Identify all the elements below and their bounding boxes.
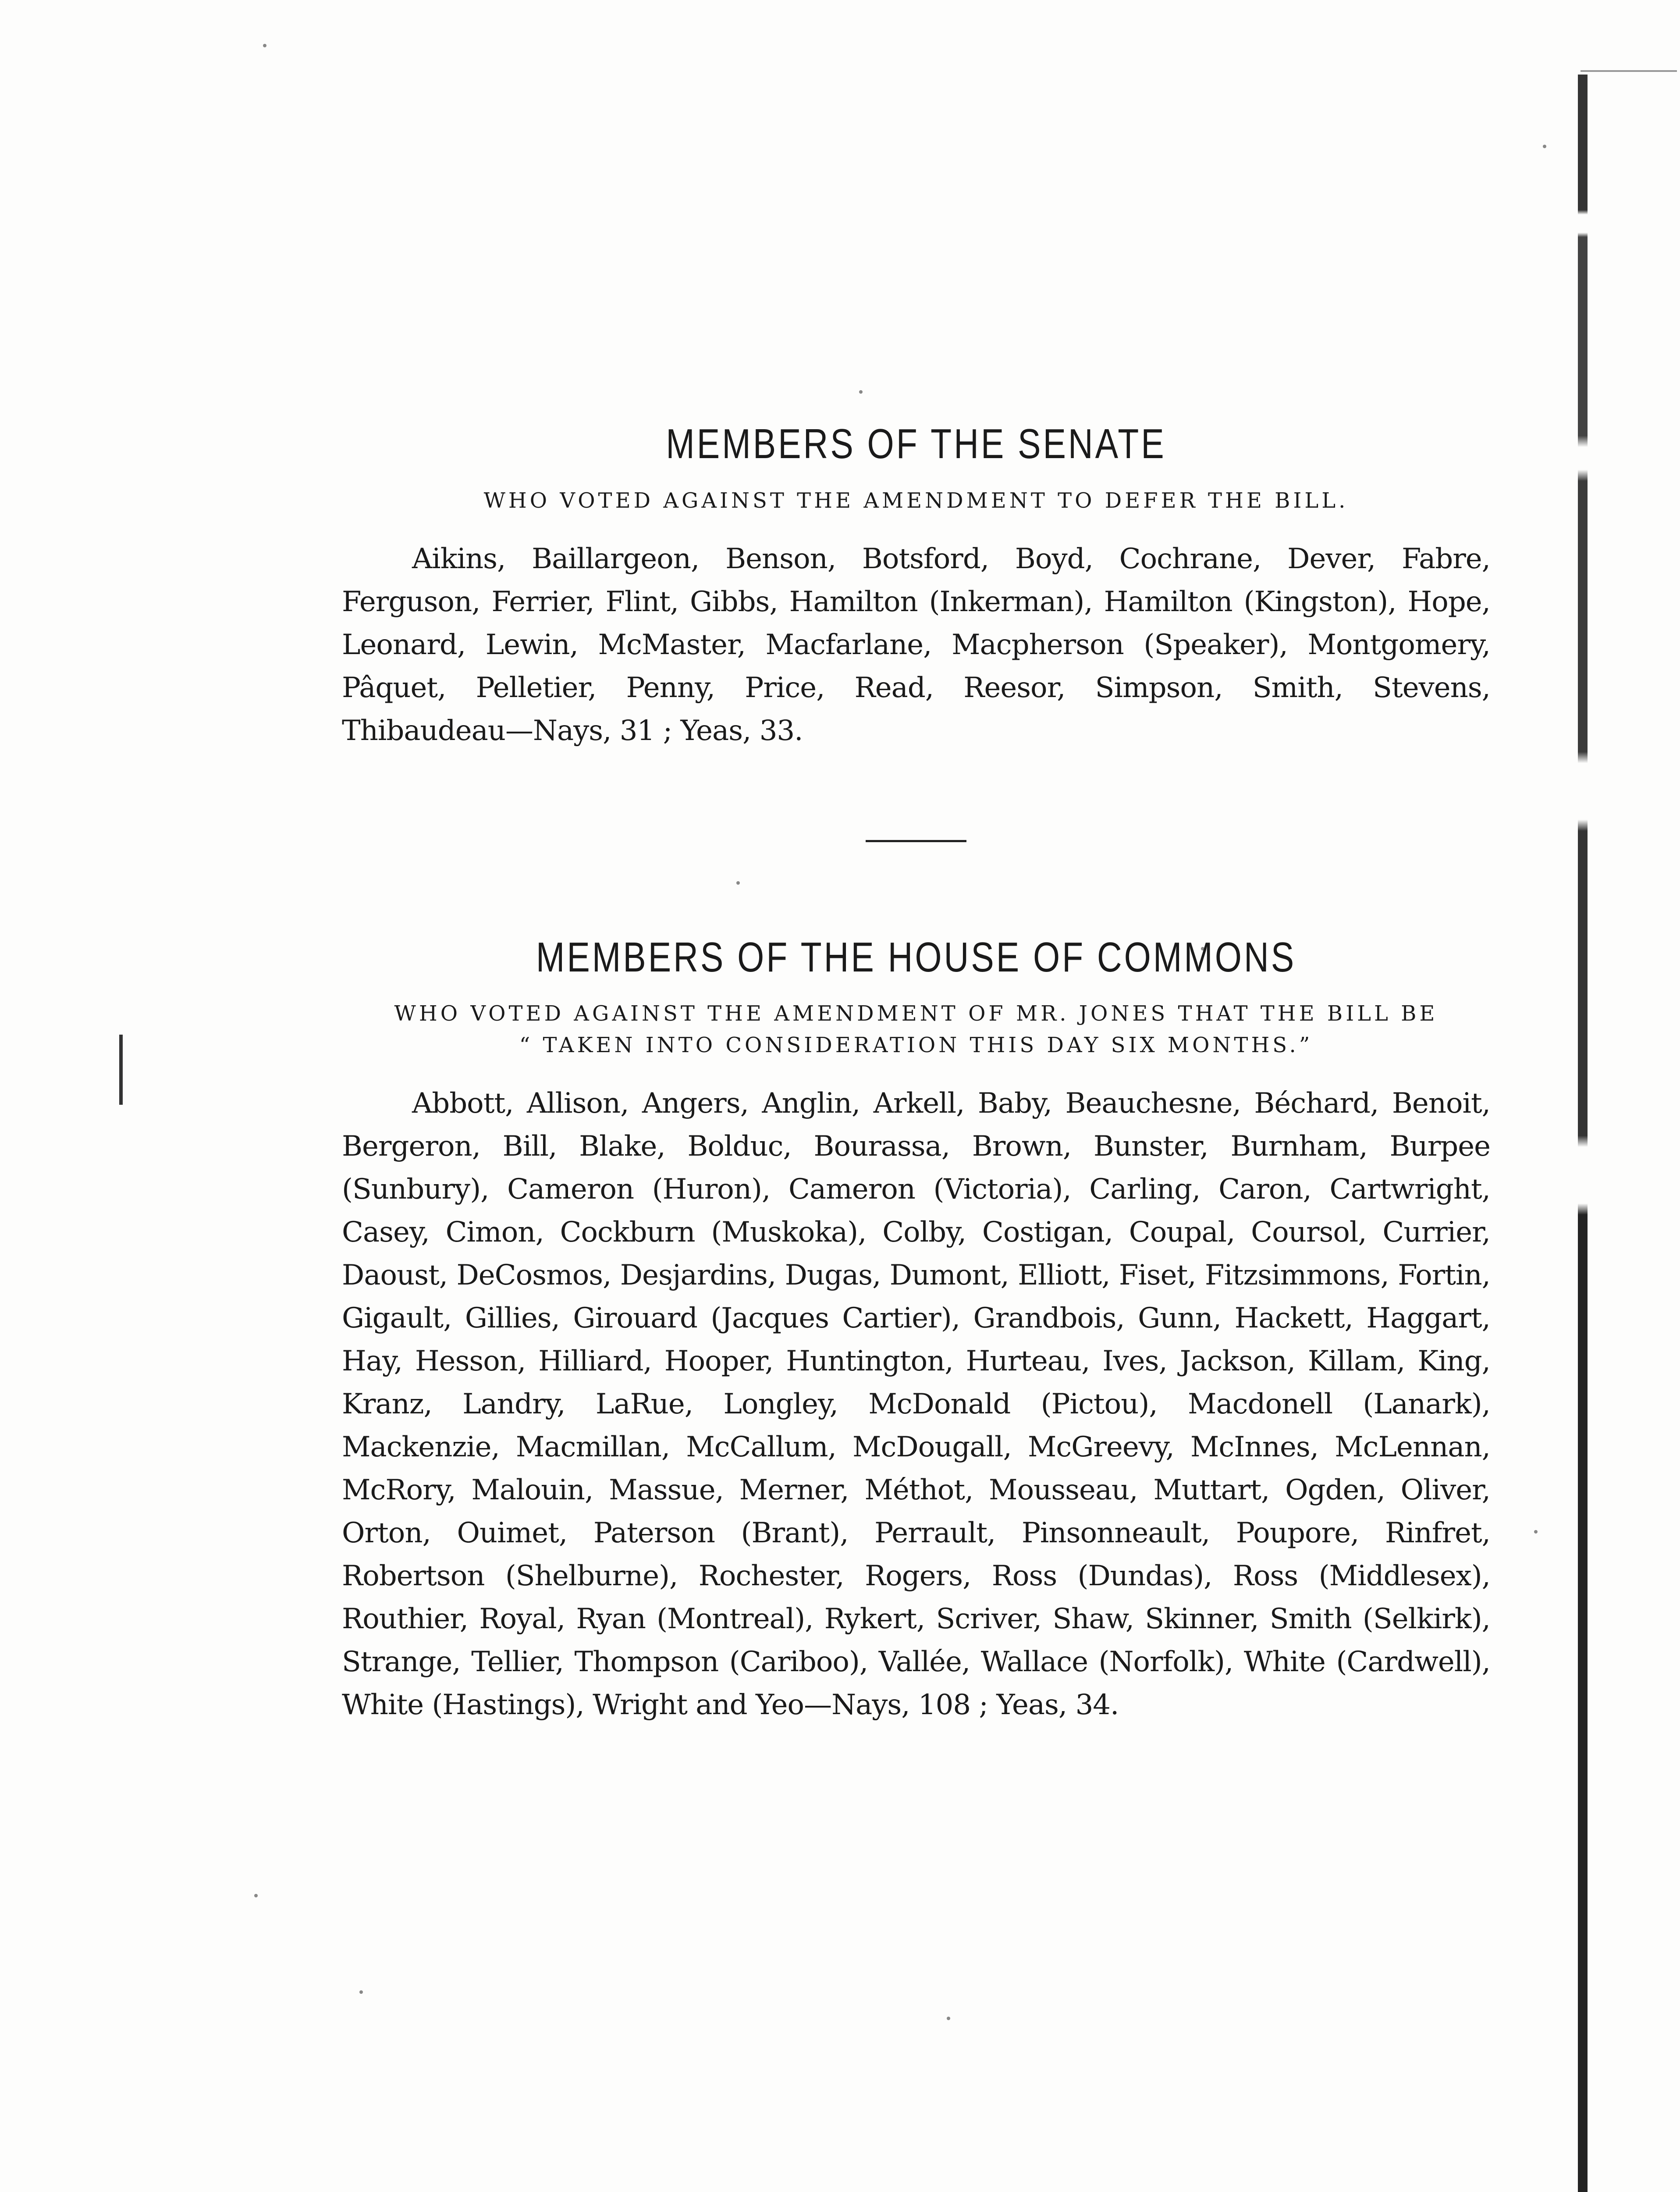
senate-member-list: Aikins, Baillargeon, Benson, Botsford, Boyd, Cochrane, Dever, Fabre, Ferguson, Ferrier, Flint, Gibbs, Hamilton (Inkerman), Hamilton (Kingston), Hope, Leonard, Lewin, McMaster, Macfarlane, Macpherson (Speaker), Montgomery, Pâquet, Pelletier, Penny, Price, Read, Reesor, Simpson, Smith, Stevens, Thibaudeau—Nays, 31 ; Yeas, 33.	[342, 542, 1490, 747]
document-content	[342, 421, 1490, 1726]
commons-member-list: Abbott, Allison, Angers, Anglin, Arkell, Baby, Beauchesne, Béchard, Benoit, Bergeron, Bill, Blake, Bolduc, Bourassa, Brown, Bunster, Burnham, Burpee (Sunbury), Cameron (Huron), Cameron (Victoria), Carling, Caron, Cartwright, Casey, Cimon, Cockburn (Muskoka), Colby, Costigan, Coupal, Coursol, Currier, Daoust, DeCosmos, Desjardins, Dugas, Dumont, Elliott, Fiset, Fitzsimmons, Fortin, Gigault, Gillies, Girouard (Jacques Cartier), Grandbois, Gunn, Hackett, Haggart, Hay, Hesson, Hilliard, Hooper, Huntington, Hurteau, Ives, Jackson, Killam, King, Kranz, Landry, LaRue, Longley, McDonald (Pictou), Macdonell (Lanark), Mackenzie, Macmillan, McCallum, McDougall, McGreevy, McInnes, McLennan, McRory, Malouin, Massue, Merner, Méthot, Mousseau, Muttart, Ogden, Oliver, Orton, Ouimet, Paterson (Brant), Perrault, Pinsonneault, Poupore, Rinfret, Robertson (Shelburne), Rochester, Rogers, Ross (Dundas), Ross (Middlesex), Routhier, Royal, Ryan (Montreal), Rykert, Scriver, Shaw, Skinner, Smith (Selkirk), Strange, Tellier, Thompson (Cariboo), Vallée, Wallace (Norfolk), White (Cardwell), White (Hastings), Wright and Yeo—Nays, 108 ; Yeas, 34.	[342, 1087, 1490, 1722]
scan-edge-top-line	[1581, 70, 1677, 72]
scan-edge-right-bar	[1578, 75, 1588, 2192]
commons-heading: MEMBERS OF THE HOUSE OF COMMONS	[536, 933, 1296, 981]
scan-speck	[1543, 145, 1546, 148]
scan-speck	[359, 1990, 363, 1994]
commons-subheading	[342, 998, 1490, 1061]
senate-heading: MEMBERS OF THE SENATE	[666, 420, 1166, 467]
section-divider	[866, 840, 966, 842]
scan-left-mark	[119, 1035, 123, 1105]
scan-speck	[947, 2017, 950, 2020]
senate-subheading: WHO VOTED AGAINST THE AMENDMENT TO DEFER THE BILL.	[483, 488, 1349, 513]
scan-speck	[859, 390, 863, 394]
scan-speck	[254, 1894, 258, 1897]
senate-section	[342, 421, 1490, 752]
commons-section	[342, 934, 1490, 1727]
scan-speck	[1534, 1530, 1538, 1534]
commons-subheading-line1: WHO VOTED AGAINST THE AMENDMENT OF MR. JONES THAT THE BILL BE	[394, 1001, 1438, 1026]
scan-speck	[263, 44, 266, 47]
commons-subheading-line2: “ TAKEN INTO CONSIDERATION THIS DAY SIX MONTHS.”	[519, 1033, 1313, 1058]
